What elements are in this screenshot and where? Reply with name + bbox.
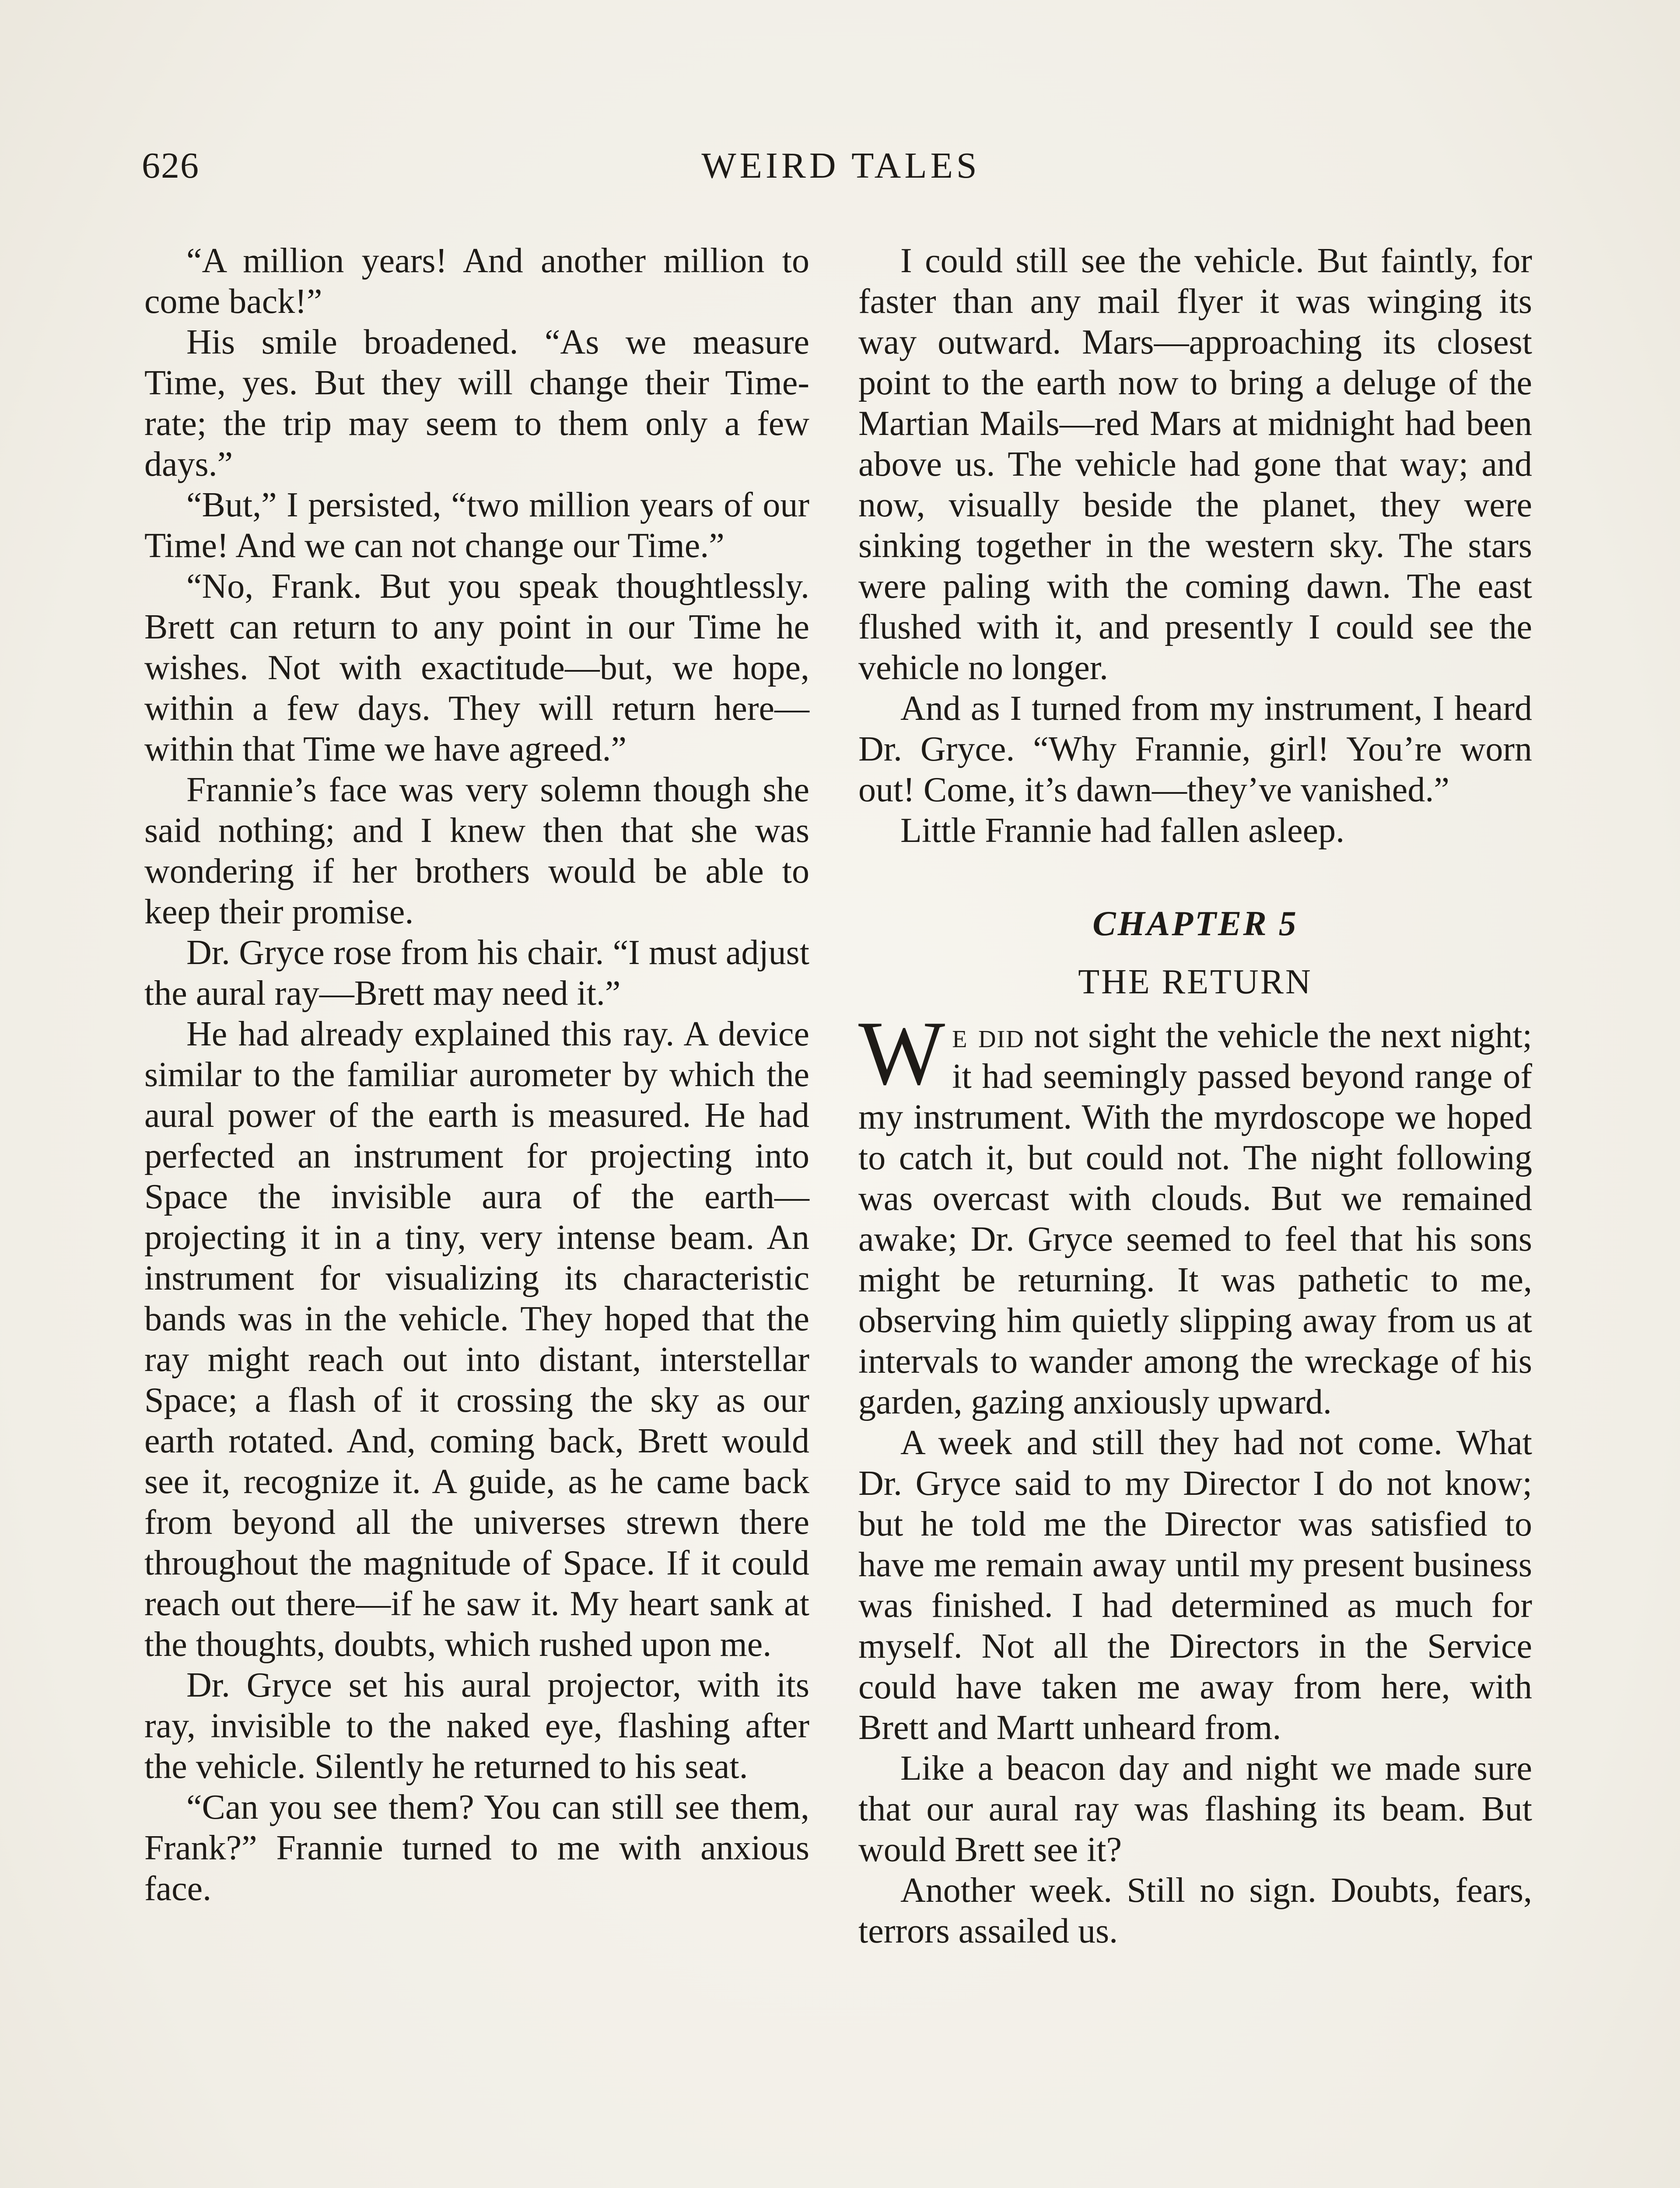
page-header [142, 144, 1540, 197]
left-column [144, 241, 809, 1909]
paragraph: “No, Frank. But you speak thoughtlessly. Brett can return to any point in our Time he wishes. Not with exactitude—but, we hope, within a few days. They will return here—within that Time we have agreed.” [144, 567, 809, 768]
paragraph: Little Frannie had fallen asleep. [900, 811, 1345, 850]
paragraph: A week and still they had not come. What Dr. Gryce said to my Director I do not know; but he told me the Director was satisfied to have me remain away until my present business was finished. I had determined as much for myself. Not all the Directors in the Service could have taken me away from here, with Brett and Martt unheard from. [858, 1424, 1532, 1747]
paragraph: Dr. Gryce rose from his chair. “I must adjust the aural ray—Brett may need it.” [144, 933, 809, 1013]
paragraph: And as I turned from my instrument, I heard Dr. Gryce. “Why Frannie, girl! You’re worn out! Come, it’s dawn—they’ve vanished.” [858, 689, 1532, 809]
paragraph: “A million years! And another million to come back!” [144, 242, 809, 321]
paragraph: Frannie’s face was very solemn though she said nothing; and I knew then that she was wondering if her brothers would be able to keep their promise. [144, 771, 809, 931]
chapter-opening-paragraph [858, 1003, 1533, 1423]
paragraph: “But,” I persisted, “two million years of our Time! And we can not change our Time.” [144, 486, 809, 565]
paragraph: Another week. Still no sign. Doubts, fears, terrors assailed us. [858, 1871, 1532, 1950]
paragraph: Like a beacon day and night we made sure that our aural ray was flashing its beam. But would Brett see it? [858, 1749, 1532, 1869]
paragraph: He had already explained this ray. A device similar to the familiar aurometer by which the aural power of the earth is measured. He had perfected an instrument for projecting into Space the invisible aura of the earth—projecting it in a tiny, very intense beam. An instrument for visualizing its characteristic bands was in the vehicle. They hoped that the ray might reach out into distant, interstellar Space; a flash of it crossing the sky as our earth rotated. And, coming back, Brett would see it, recognize it. A guide, as he came back from beyond all the universes strewn there throughout the magnitude of Space. If it could reach out there—if he saw it. My heart sank at the thoughts, doubts, which rushed upon me. [144, 1015, 809, 1664]
opening-text: not sight the vehicle the next night; it had seemingly passed beyond range of my instrument. With the myrdoscope we hoped to catch it, but could not. The night following was overcast with clouds. But we remained awake; Dr. Gryce seemed to feel that his sons might be returning. It was pathetic to me, observing him quietly slipping away from us at intervals to wander among the wreckage of his garden, gazing anxiously upward. [858, 1017, 1533, 1421]
page-number: 626 [142, 145, 200, 186]
paragraph: I could still see the vehicle. But faintly, for faster than any mail flyer it was winging its way outward. Mars—approaching its closest point to the earth now to bring a deluge of the Martian Mails—red Mars at midnight had been above us. The vehicle had gone that way; and now, visually beside the planet, they were sinking together in the western sky. The stars were paling with the coming dawn. The east flushed with it, and presently I could see the vehicle no longer. [858, 242, 1532, 687]
paragraph: “Can you see them? You can still see them, Frank?” Frannie turned to me with anxious face. [144, 1788, 809, 1908]
drop-cap: W [858, 1003, 945, 1104]
paragraph: Dr. Gryce set his aural projector, with its ray, invisible to the naked eye, flashing after the vehicle. Silently he returned to his seat. [144, 1666, 809, 1786]
chapter-number: CHAPTER 5 [1092, 905, 1298, 943]
opening-small-caps: e did [952, 1017, 1025, 1055]
right-column [858, 241, 1532, 1952]
running-title: WEIRD TALES [701, 145, 980, 186]
chapter-title: THE RETURN [1078, 963, 1312, 1001]
paragraph: His smile broadened. “As we measure Time, yes. But they will change their Time-rate; the trip may seem to them only a few days.” [144, 323, 809, 484]
